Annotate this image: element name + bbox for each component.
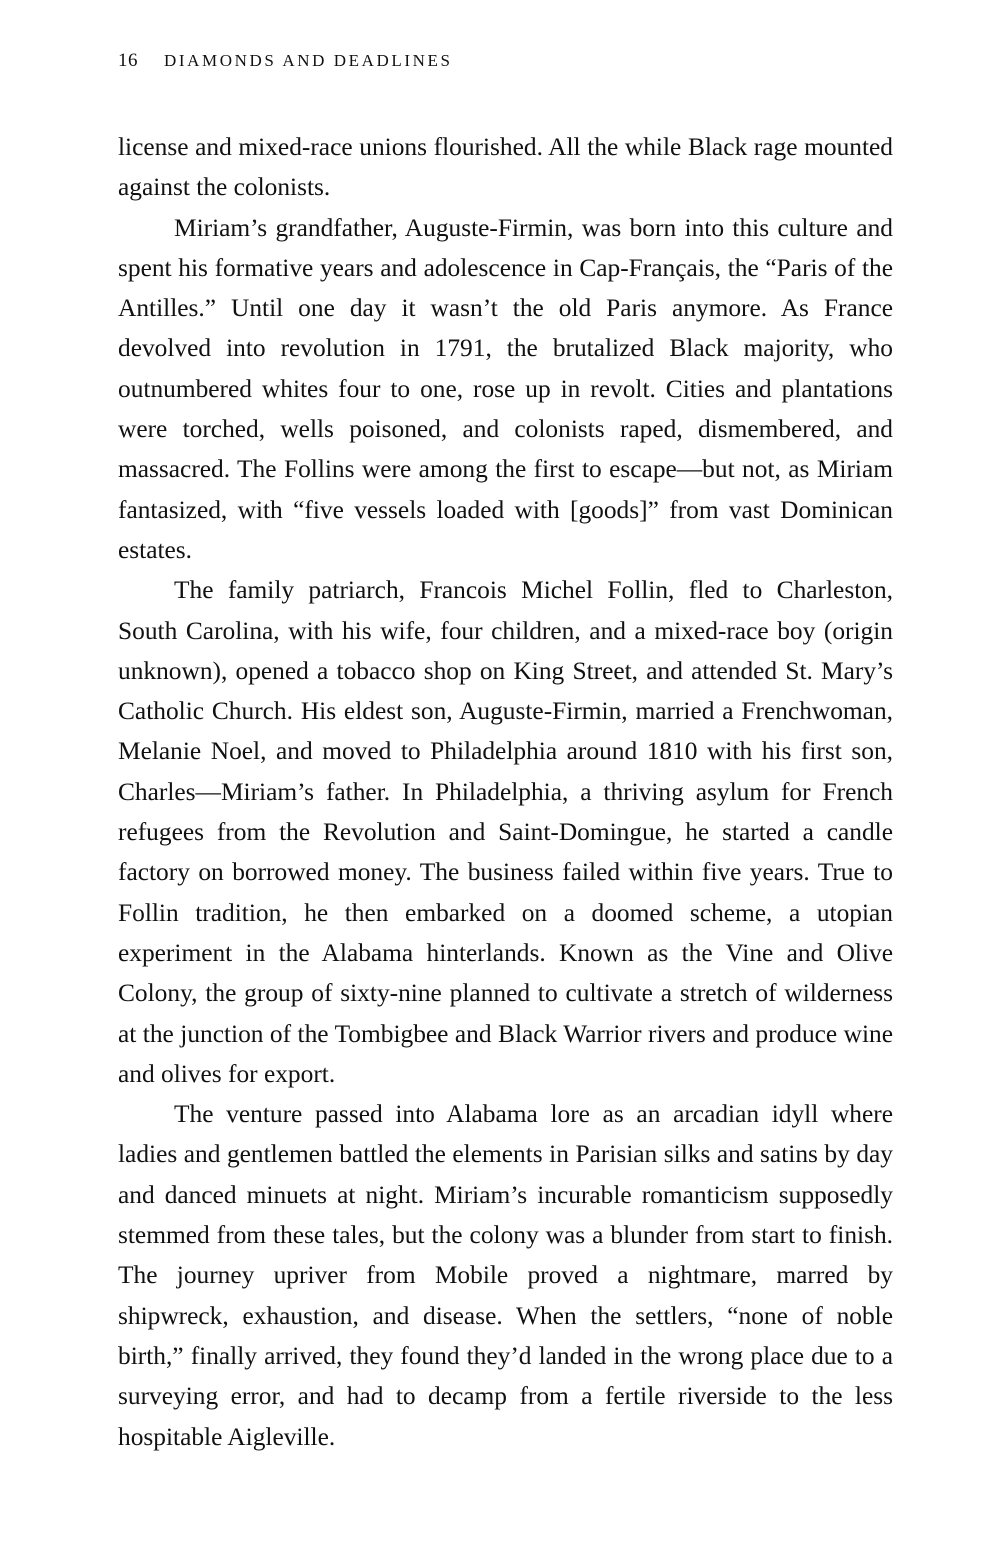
page-number: 16 [118,50,138,71]
paragraph: license and mixed-race unions flourished. All the while Black rage mounted against the colonists. [118,133,893,202]
paragraph: The family patriarch, Francois Michel Follin, fled to Charleston, South Carolina, with his wife, four children, and a mixed-race boy (origin unknown), opened a tobacco shop on King Street, and attended St. Mary’s Catholic Church. His eldest son, Auguste-Firmin, married a Frenchwoman, Melanie Noel, and moved to Philadelphia around 1810 with his first son, Charles—Miriam’s father. In Philadelphia, a thriving asylum for French refugees from the Revolution and Saint-Domingue, he started a candle factory on borrowed money. The business failed within five years. True to Follin tradition, he then embarked on a doomed scheme, a utopian experiment in the Alabama hinterlands. Known as the Vine and Olive Colony, the group of sixty-nine planned to cultivate a stretch of wilderness at the junction of the Tombigbee and Black Warrior rivers and produce wine and olives for export. [118,576,893,1088]
paragraph: The venture passed into Alabama lore as an arcadian idyll where ladies and gentlemen battled the elements in Parisian silks and satins by day and danced minuets at night. Miriam’s incurable romanticism supposedly stemmed from these tales, but the colony was a blunder from start to finish. The journey upriver from Mobile proved a nightmare, marred by shipwreck, exhaustion, and disease. When the settlers, “none of noble birth,” finally arrived, they found they’d landed in the wrong place due to a surveying error, and had to decamp from a fertile riverside to the less hospitable Aigleville. [118,1100,893,1451]
paragraph: Miriam’s grandfather, Auguste-Firmin, was born into this culture and spent his formative years and adolescence in Cap-Français, the “Paris of the Antilles.” Until one day it wasn’t the old Paris anymore. As France devolved into revolution in 1791, the brutalized Black majority, who outnumbered whites four to one, rose up in revolt. Cities and plantations were torched, wells poisoned, and colonists raped, dismembered, and massacred. The Follins were among the first to escape—but not, as Miriam fantasized, with “five vessels loaded with [goods]” from vast Dominican estates. [118,213,893,564]
running-head-title: DIAMONDS AND DEADLINES [164,51,453,70]
running-head [118,50,898,72]
page-body-text [118,127,893,1457]
